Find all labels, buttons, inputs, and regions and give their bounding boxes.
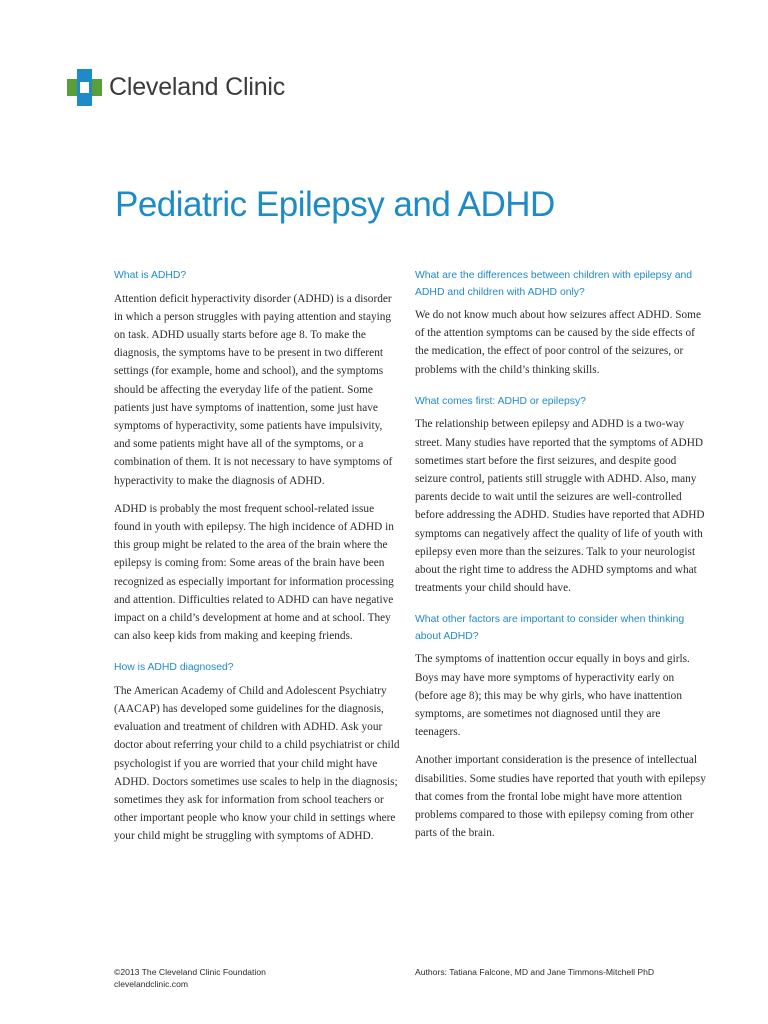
question-other-factors: What other factors are important to consider when thinking about ADHD? [415, 614, 685, 642]
footer-authors: Authors: Tatiana Falcone, MD and Jane Timmons-Mitchell PhD [415, 967, 655, 977]
left-column [114, 268, 400, 846]
paragraph-what-is-adhd: Attention deficit hyperactivity disorder (ADHD) is a disorder in which a person struggles with paying attention and staying on task. ADHD usually starts before age 8. To make the diagnosis, the symptoms have to be present in two different settings (for example, home and school), and the symptoms should be affecting the everyday life of the patient. Some patients just have symptoms of inattention, some just have symptoms of hyperactivity, some patients have impulsivity, and some patients might have all of the symptoms, or a combination of them. It is not necessary to have symptoms of hyperactivity to make the diagnosis of ADHD. [114, 292, 393, 487]
paragraph-how-diagnosed: The American Academy of Child and Adolescent Psychiatry (AACAP) has developed some guidelines for the diagnosis, evaluation and treatment of children with ADHD. Ask your doctor about referring your child to a child psychiatrist or child psychologist if you are worried that your child might have ADHD. Doctors sometimes use scales to help in the diagnosis; sometimes they ask for information from school teachers or other important people who know your child in settings where your child might be struggling with symptoms of ADHD. [114, 684, 400, 843]
paragraph-adhd-school: ADHD is probably the most frequent school-related issue found in youth with epilepsy. The high incidence of ADHD in this group might be related to the area of the brain where the epilepsy is coming from: Some areas of the brain have been recognized as especially important for information processing and attention. Difficulties related to ADHD can have negative impact on a child’s development at home and at school. They can also keep kids from making and keeping friends. [114, 502, 394, 643]
question-what-comes-first: What comes first: ADHD or epilepsy? [415, 395, 586, 407]
cleveland-clinic-cross-logo-icon [67, 69, 102, 106]
footer-left [114, 966, 266, 990]
copyright-text: ©2013 The Cleveland Clinic Foundation [114, 967, 266, 977]
paragraph-differences: We do not know much about how seizures affect ADHD. Some of the attention symptoms can be caused by the side effects of the medication, the effect of poor control of the seizures, or problems with the child’s thinking skills. [415, 309, 701, 376]
cleveland-clinic-logo [67, 69, 285, 106]
question-how-diagnosed: How is ADHD diagnosed? [114, 662, 234, 674]
question-what-is-adhd: What is ADHD? [114, 270, 187, 281]
website-link[interactable]: clevelandclinic.com [114, 979, 189, 989]
right-column [415, 268, 707, 842]
paragraph-inattention: The symptoms of inattention occur equally in boys and girls. Boys may have more symptoms of hyperactivity early on (before age 8); this may be why girls, who have inattention symptoms, are sometimes not diagnosed until they are teenagers. [415, 653, 690, 739]
question-differences: What are the differences between children with epilepsy and ADHD and children with ADHD only? [415, 270, 693, 298]
paragraph-intellectual-disabilities: Another important consideration is the presence of intellectual disabilities. Some studies have reported that youth with epilepsy that comes from the frontal lobe might have more attention problems compared to those with epilepsy coming from other parts of the brain. [415, 754, 706, 840]
page-title: Pediatric Epilepsy and ADHD [115, 185, 555, 224]
paragraph-what-comes-first: The relationship between epilepsy and ADHD is a two-way street. Many studies have reported that the symptoms of ADHD sometimes start before the first seizures, and despite good seizure control, patients still struggle with ADHD. Also, many parents decide to wait until the seizures are well-controlled before addressing the ADHD. Studies have reported that ADHD symptoms can negatively affect the quality of life of youth with epilepsy even more than the seizures. Talk to your neurologist about the right time to address the ADHD symptoms and what treatments your child should have. [415, 418, 705, 595]
logo-text: Cleveland Clinic [109, 73, 286, 101]
